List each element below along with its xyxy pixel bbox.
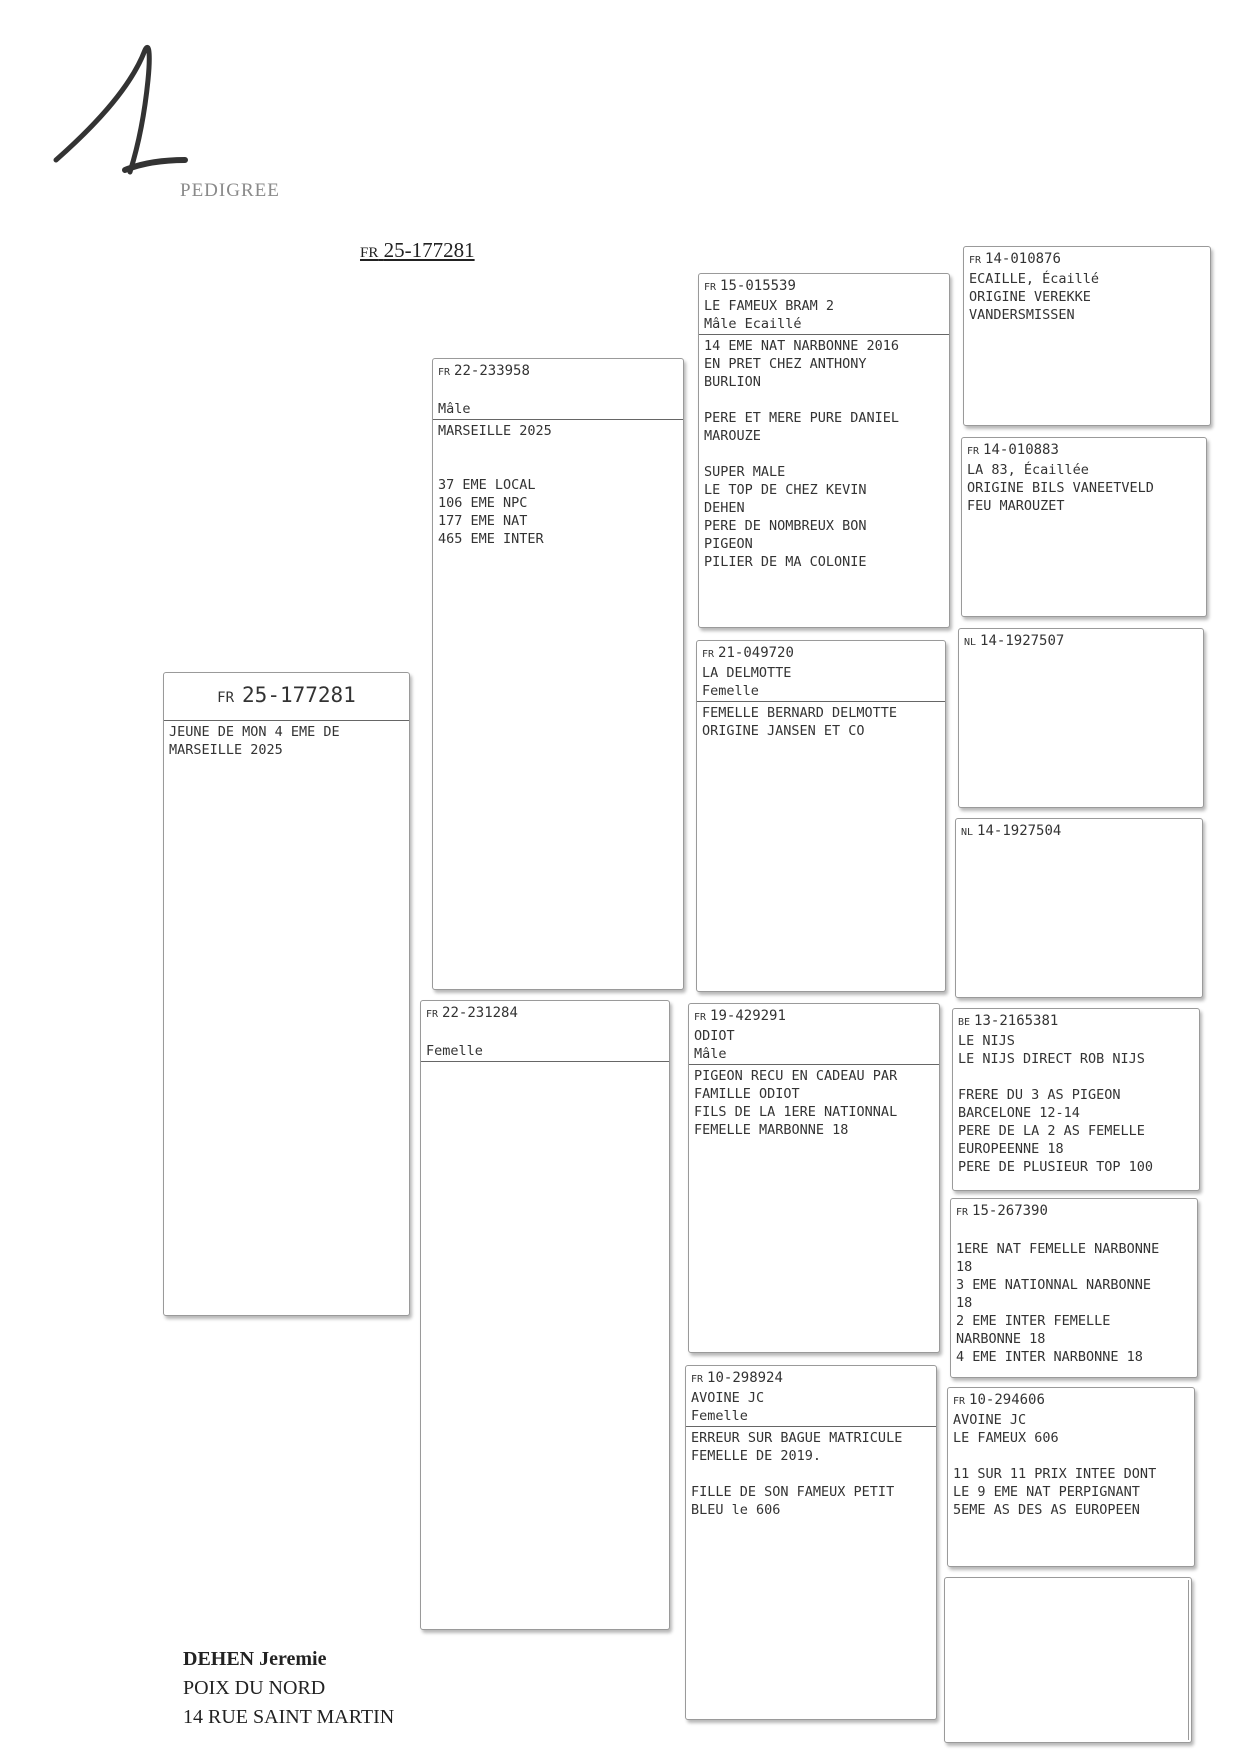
description-line: NARBONNE 18 xyxy=(956,1331,1046,1347)
header-line: LE FAMEUX BRAM 2 xyxy=(704,298,835,314)
header-line xyxy=(426,1024,664,1042)
description-line: LE FAMEUX 606 xyxy=(953,1430,1059,1446)
description-line: 14 EME NAT NARBONNE 2016 xyxy=(704,338,900,354)
great-grandparent-card xyxy=(952,1008,1200,1191)
description-line: FILLE DE SON FAMEUX PETIT xyxy=(691,1484,895,1500)
ring-number: NL 14-1927504 xyxy=(961,823,1062,839)
maternal-grandmother-card xyxy=(685,1365,937,1720)
description-line: PERE DE LA 2 AS FEMELLE xyxy=(958,1123,1145,1139)
description-line: LA 83, Écaillée xyxy=(967,462,1089,478)
header-line xyxy=(438,382,678,400)
ring-number: FR 14-010876 xyxy=(969,251,1061,267)
owner-city: POIX DU NORD xyxy=(183,1677,326,1699)
header-line: LA DELMOTTE xyxy=(702,665,792,681)
ring-number: FR 15-015539 xyxy=(704,278,796,294)
ring-number: FR 10-298924 xyxy=(691,1370,783,1386)
owner-block xyxy=(183,1645,394,1732)
description-line xyxy=(438,440,678,458)
description-line: LE NIJS xyxy=(958,1033,1015,1049)
description-line: BURLION xyxy=(704,374,761,390)
description-line: PILIER DE MA COLONIE xyxy=(704,554,867,570)
description-line: LE 9 EME NAT PERPIGNANT xyxy=(953,1484,1140,1500)
description-line: 4 EME INTER NARBONNE 18 xyxy=(956,1349,1143,1365)
description-line: ERREUR SUR BAGUE MATRICULE xyxy=(691,1430,903,1446)
description-line: 2 EME INTER FEMELLE xyxy=(956,1313,1111,1329)
main-ring-number: FR 25-177281 xyxy=(360,238,475,262)
separator xyxy=(699,334,949,335)
description-line: MAROUZE xyxy=(704,428,761,444)
ring-number: FR 21-049720 xyxy=(702,645,794,661)
description-line: FEMELLE DE 2019. xyxy=(691,1448,822,1464)
description-line: 177 EME NAT xyxy=(438,513,528,529)
description-line: BARCELONE 12-14 xyxy=(958,1105,1080,1121)
ring-number: FR 22-231284 xyxy=(426,1005,518,1021)
description-line: ORIGINE JANSEN ET CO xyxy=(702,723,865,739)
description-line: PIGEON xyxy=(704,536,753,552)
description-line: 106 EME NPC xyxy=(438,495,528,511)
header-line: Femelle xyxy=(691,1408,748,1424)
header-line: ODIOT xyxy=(694,1028,735,1044)
ring-number: FR 10-294606 xyxy=(953,1392,1045,1408)
ring-number: FR 19-429291 xyxy=(694,1008,786,1024)
ring-number: FR 14-010883 xyxy=(967,442,1059,458)
description-line: 18 xyxy=(956,1259,973,1275)
subject-ring-number: FR 25-177281 xyxy=(217,683,356,707)
document-title: PEDIGREE xyxy=(180,180,280,201)
description-line: FEMELLE MARBONNE 18 xyxy=(694,1122,849,1138)
description-line: PIGEON RECU EN CADEAU PAR xyxy=(694,1068,898,1084)
description-line xyxy=(704,391,944,409)
great-grandparent-card xyxy=(958,628,1204,808)
description-line xyxy=(956,1222,1192,1240)
separator xyxy=(689,1064,939,1065)
header-line: Mâle xyxy=(694,1046,727,1062)
separator xyxy=(433,419,683,420)
great-grandparent-card xyxy=(950,1198,1198,1378)
description-line: JEUNE DE MON 4 EME DE xyxy=(169,724,340,740)
description-line: LE NIJS DIRECT ROB NIJS xyxy=(958,1051,1145,1067)
description-line: PERE DE PLUSIEUR TOP 100 xyxy=(958,1159,1154,1175)
description-line: FAMILLE ODIOT xyxy=(694,1086,800,1102)
description-line: EUROPEENNE 18 xyxy=(958,1141,1064,1157)
description-line: FRERE DU 3 AS PIGEON xyxy=(958,1087,1121,1103)
mother-card xyxy=(420,1000,670,1630)
ring-number: NL 14-1927507 xyxy=(964,633,1065,649)
header-line: Mâle Ecaillé xyxy=(704,316,802,332)
description-line xyxy=(958,1068,1194,1086)
great-grandparent-card xyxy=(955,818,1203,998)
divider-line xyxy=(1188,1580,1189,1740)
header-line: AVOINE JC xyxy=(691,1390,765,1406)
ring-number: BE 13-2165381 xyxy=(958,1013,1059,1029)
description-line: 1ERE NAT FEMELLE NARBONNE xyxy=(956,1241,1160,1257)
great-grandparent-card xyxy=(963,246,1211,426)
description-line: FEMELLE BERNARD DELMOTTE xyxy=(702,705,898,721)
description-line: LE TOP DE CHEZ KEVIN xyxy=(704,482,867,498)
ring-number: FR 15-267390 xyxy=(956,1203,1048,1219)
description-line: ECAILLE, Écaillé xyxy=(969,271,1100,287)
separator xyxy=(697,701,945,702)
maternal-grandfather-card xyxy=(688,1003,940,1353)
paternal-grandfather-card xyxy=(698,273,950,628)
description-line: PERE DE NOMBREUX BON xyxy=(704,518,867,534)
description-line: FILS DE LA 1ERE NATIONNAL xyxy=(694,1104,898,1120)
description-line: 5EME AS DES AS EUROPEEN xyxy=(953,1502,1140,1518)
separator xyxy=(421,1061,669,1062)
father-card xyxy=(432,358,684,990)
description-line xyxy=(953,1447,1189,1465)
owner-name: DEHEN Jeremie xyxy=(183,1648,327,1670)
great-grandparent-card xyxy=(961,437,1207,617)
separator xyxy=(686,1426,936,1427)
description-line: 11 SUR 11 PRIX INTEE DONT xyxy=(953,1466,1157,1482)
handwritten-page-number xyxy=(50,20,200,180)
description-line: EN PRET CHEZ ANTHONY xyxy=(704,356,867,372)
subject-card xyxy=(163,672,410,1316)
paternal-grandmother-card xyxy=(696,640,946,992)
description-line: DEHEN xyxy=(704,500,745,516)
description-line: 465 EME INTER xyxy=(438,531,544,547)
description-line: MARSEILLE 2025 xyxy=(438,423,552,439)
description-line xyxy=(704,445,944,463)
description-line xyxy=(691,1465,931,1483)
description-line: VANDERSMISSEN xyxy=(969,307,1075,323)
description-line: 3 EME NATIONNAL NARBONNE xyxy=(956,1277,1152,1293)
description-line: PERE ET MERE PURE DANIEL xyxy=(704,410,900,426)
description-line: AVOINE JC xyxy=(953,1412,1027,1428)
description-line: BLEU le 606 xyxy=(691,1502,781,1518)
description-line: ORIGINE BILS VANEETVELD xyxy=(967,480,1154,496)
description-line: FEU MAROUZET xyxy=(967,498,1065,514)
header-line: Mâle xyxy=(438,401,471,417)
header-line: Femelle xyxy=(426,1043,483,1059)
owner-street: 14 RUE SAINT MARTIN xyxy=(183,1706,395,1728)
description-line: 18 xyxy=(956,1295,973,1311)
description-line: 37 EME LOCAL xyxy=(438,477,536,493)
description-line: SUPER MALE xyxy=(704,464,786,480)
description-line: ORIGINE VEREKKE xyxy=(969,289,1091,305)
description-line: MARSEILLE 2025 xyxy=(169,742,283,758)
great-grandparent-card xyxy=(944,1577,1192,1743)
great-grandparent-card xyxy=(947,1387,1195,1567)
subject-description xyxy=(169,723,404,759)
header-line: Femelle xyxy=(702,683,759,699)
description-line xyxy=(438,458,678,476)
ring-number: FR 22-233958 xyxy=(438,363,530,379)
